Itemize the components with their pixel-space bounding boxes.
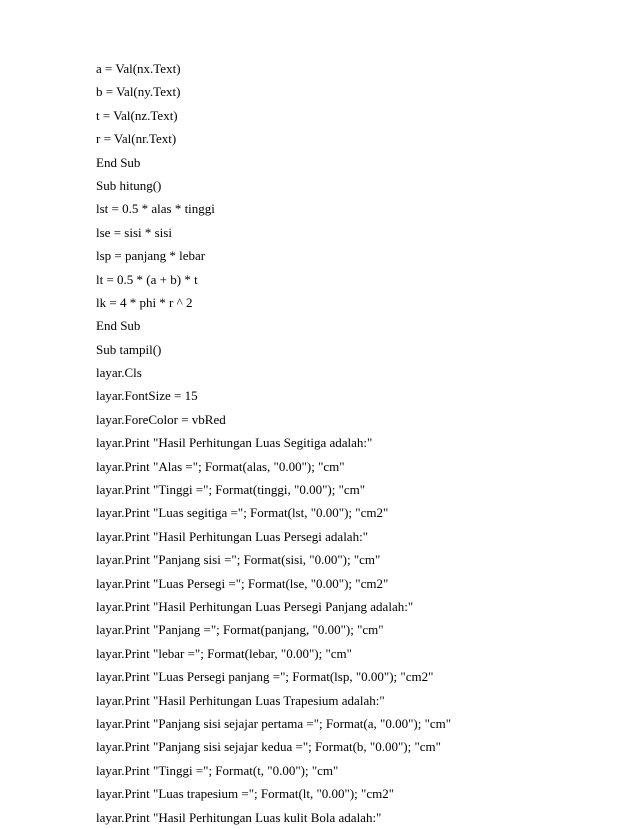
code-line: layar.Print "Panjang sisi sejajar pertama ="; Format(a, "0.00"); "cm" <box>96 715 452 731</box>
code-line: layar.Print "Panjang sisi ="; Format(sisi, "0.00"); "cm" <box>96 552 381 568</box>
code-line: layar.Print "Luas Persegi ="; Format(lse, "0.00"); "cm2" <box>96 575 389 591</box>
code-line: layar.Print "Hasil Perhitungan Luas kulit Bola adalah:" <box>96 809 382 825</box>
code-line: lt = 0.5 * (a + b) * t <box>96 271 198 287</box>
code-line: Sub tampil() <box>96 341 162 357</box>
code-line: layar.Cls <box>96 365 142 381</box>
code-line: layar.Print "Luas trapesium ="; Format(lt, "0.00"); "cm2" <box>96 786 395 802</box>
code-line: layar.Print "Hasil Perhitungan Luas Persegi Panjang adalah:" <box>96 598 414 614</box>
code-line: layar.FontSize = 15 <box>96 388 198 404</box>
code-line: layar.Print "Hasil Perhitungan Luas Segitiga adalah:" <box>96 435 373 451</box>
code-line: layar.Print "Tinggi ="; Format(t, "0.00"); "cm" <box>96 762 339 778</box>
code-line: lsp = panjang * lebar <box>96 248 206 264</box>
code-line: t = Val(nz.Text) <box>96 107 178 123</box>
code-line: Sub hitung() <box>96 177 162 193</box>
code-line: layar.Print "Alas ="; Format(alas, "0.00"); "cm" <box>96 458 345 474</box>
code-line: layar.Print "Luas Persegi panjang ="; Format(lsp, "0.00"); "cm2" <box>96 669 434 685</box>
code-line: layar.Print "Hasil Perhitungan Luas Trapesium adalah:" <box>96 692 385 708</box>
code-listing <box>96 57 451 829</box>
code-line: End Sub <box>96 154 141 170</box>
code-line: lst = 0.5 * alas * tinggi <box>96 201 215 217</box>
code-line: End Sub <box>96 318 141 334</box>
code-line: layar.Print "Luas segitiga ="; Format(lst, "0.00"); "cm2" <box>96 505 389 521</box>
code-line: a = Val(nx.Text) <box>96 61 181 76</box>
code-line: b = Val(ny.Text) <box>96 84 181 100</box>
code-line: layar.Print "Panjang ="; Format(panjang, "0.00"); "cm" <box>96 622 384 638</box>
code-line: layar.Print "Hasil Perhitungan Luas Persegi adalah:" <box>96 528 368 544</box>
code-line: layar.ForeColor = vbRed <box>96 411 226 427</box>
code-line: layar.Print "Tinggi ="; Format(tinggi, "0.00"); "cm" <box>96 482 366 498</box>
code-line: layar.Print "Panjang sisi sejajar kedua ="; Format(b, "0.00"); "cm" <box>96 739 441 755</box>
code-line: lk = 4 * phi * r ^ 2 <box>96 294 193 310</box>
code-line: r = Val(nr.Text) <box>96 131 177 147</box>
code-line: layar.Print "lebar ="; Format(lebar, "0.00"); "cm" <box>96 645 352 661</box>
code-line: lse = sisi * sisi <box>96 224 172 240</box>
